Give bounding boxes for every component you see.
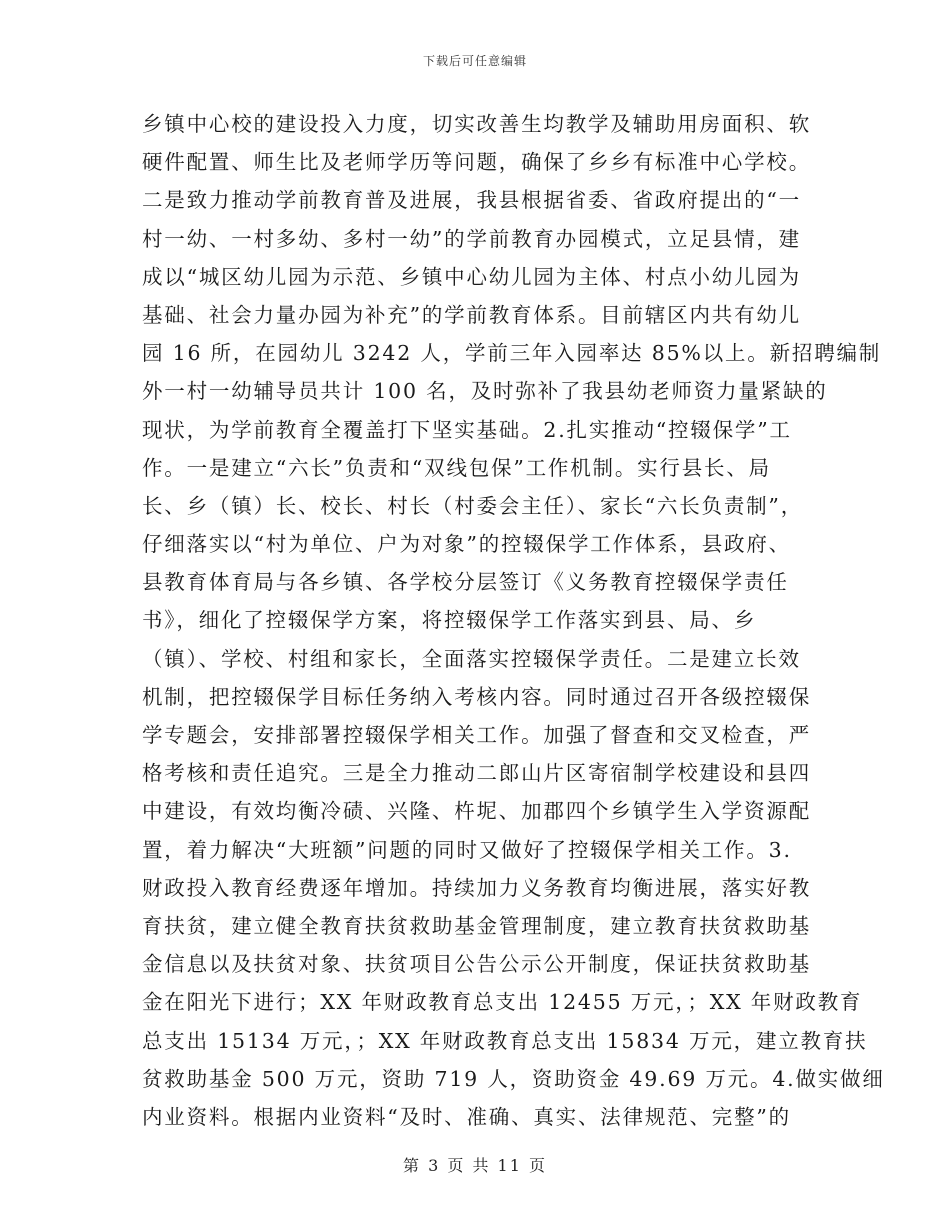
page-header: 下载后可任意编辑: [422, 54, 527, 68]
text-line: 仔细落实以“村为单位、户为对象”的控辍保学工作体系，县政府、: [142, 532, 791, 557]
text-line: 学专题会，安排部署控辍保学相关工作。加强了督查和交叉检查，严: [142, 723, 811, 747]
text-line: 现状，为学前教育全覆盖打下坚实基础。2.扎实推动“控辍保学”工: [142, 417, 792, 442]
text-line: 书》，细化了控辍保学方案，将控辍保学工作落实到县、局、乡: [142, 608, 757, 633]
text-line: 置，着力解决“大班额”问题的同时又做好了控辍保学相关工作。3.: [142, 837, 792, 862]
page-footer: 第 3 页 共 11 页: [403, 1156, 547, 1175]
text-line: 村一幼、一村多幼、多村一幼”的学前教育办园模式，立足县情，建: [142, 226, 801, 251]
text-line: 成以“城区幼儿园为示范、乡镇中心幼儿园为主体、村点小幼儿园为: [142, 264, 801, 289]
text-line: 内业资料。根据内业资料“及时、准确、真实、法律规范、完整”的: [142, 1104, 791, 1129]
text-line: 县教育体育局与各乡镇、各学校分层签订《义务教育控辍保学责任: [142, 570, 789, 595]
text-line: （镇）、学校、村组和家长，全面落实控辍保学责任。二是建立长效: [142, 646, 801, 671]
text-line: 育扶贫，建立健全教育扶贫救助基金管理制度，建立教育扶贫救助基: [142, 913, 811, 938]
text-line: 金信息以及扶贫对象、扶贫项目公告公示公开制度，保证扶贫救助基: [142, 952, 811, 977]
text-line: 中建设，有效均衡冷碛、兴隆、杵坭、加郡四个乡镇学生入学资源配: [142, 799, 811, 824]
body-text: [142, 105, 885, 1136]
text-line: 外一村一幼辅导员共计 100 名，及时弥补了我县幼老师资力量紧缺的: [142, 379, 828, 404]
text-line: 硬件配置、师生比及老师学历等问题，确保了乡乡有标准中心学校。: [142, 150, 811, 175]
text-line: 长、乡（镇）长、校长、村长（村委会主任）、家长“六长负责制”，: [142, 493, 804, 518]
text-line: 财政投入教育经费逐年增加。持续加力义务教育均衡进展，落实好教: [142, 875, 811, 900]
text-line: 机制，把控辍保学目标任务纳入考核内容。同时通过召开各级控辍保: [142, 684, 811, 709]
text-line: 格考核和责任追究。三是全力推动二郎山片区寄宿制学校建设和县四: [142, 761, 811, 786]
text-line: 贫救助基金 500 万元，资助 719 人，资助资金 49.69 万元。4.做实做细: [142, 1066, 885, 1091]
text-line: 总支出 15134 万元，；XX 年财政教育总支出 15834 万元，建立教育扶: [142, 1028, 868, 1053]
text-line: 二是致力推动学前教育普及进展，我县根据省委、省政府提出的“一: [142, 188, 801, 213]
text-line: 金在阳光下进行；XX 年财政教育总支出 12455 万元，；XX 年财政教育: [142, 990, 863, 1015]
text-line: 基础、社会力量办园为补充”的学前教育体系。目前辖区内共有幼儿: [142, 302, 801, 327]
text-line: 园 16 所，在园幼儿 3242 人，学前三年入园率达 85%以上。新招聘编制: [142, 341, 882, 366]
text-line: 乡镇中心校的建设投入力度，切实改善生均教学及辅助用房面积、软: [142, 112, 811, 136]
text-line: 作。一是建立“六长”负责和“双线包保”工作机制。实行县长、局: [142, 455, 771, 480]
